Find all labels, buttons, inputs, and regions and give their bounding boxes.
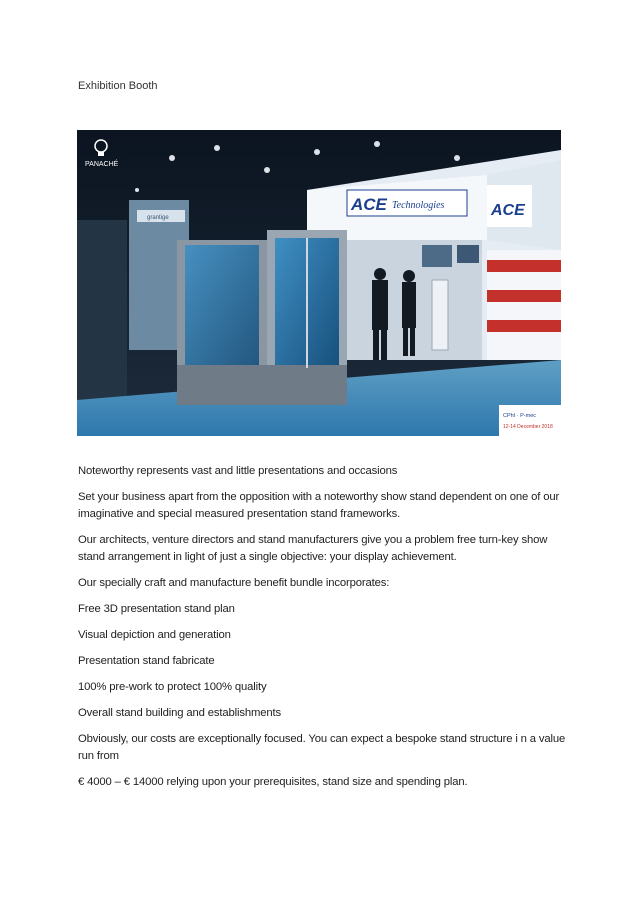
document-body — [78, 463, 568, 800]
svg-text:ACE: ACE — [491, 202, 525, 219]
list-item-fabricate: Presentation stand fabricate — [78, 655, 215, 667]
paragraph-intro: Noteworthy represents vast and little presentations and occasions — [78, 465, 398, 477]
paragraph-architects: Our architects, venture directors and stand manufacturers give you a problem free turn-key show stand arrangement in light of just a single objective: your display achievement. — [78, 534, 548, 563]
list-item-prework: 100% pre-work to protect 100% quality — [78, 681, 267, 693]
left-booth-sign: grantige — [147, 215, 169, 221]
paragraph-bundle: Our specially craft and manufacture benefit bundle incorporates: — [78, 577, 390, 589]
booth-sign: Technologies — [392, 200, 445, 211]
booth-brand: ACE — [351, 195, 387, 214]
document-title: Exhibition Booth — [78, 80, 158, 92]
list-item-3d-plan: Free 3D presentation stand plan — [78, 603, 235, 615]
paragraph-setapart: Set your business apart from the opposition with a noteworthy show stand dependent on one of our imaginative and special measured presentation stand frameworks. — [78, 491, 560, 520]
paragraph-costs: Obviously, our costs are exceptionally focused. You can expect a bespoke stand structure i n a value run from — [78, 733, 566, 762]
event-tag — [499, 405, 561, 436]
list-item-building: Overall stand building and establishments — [78, 707, 281, 719]
svg-text:CPhI · P-mec: CPhI · P-mec — [503, 413, 537, 419]
exhibition-booth-photo — [77, 130, 561, 436]
svg-text:PANACHÉ: PANACHÉ — [85, 161, 119, 168]
paragraph-price-range: € 4000 – € 14000 relying upon your prerequisites, stand size and spending plan. — [78, 776, 468, 788]
list-item-visual: Visual depiction and generation — [78, 629, 231, 641]
svg-text:12-14 December 2018: 12-14 December 2018 — [503, 424, 553, 430]
